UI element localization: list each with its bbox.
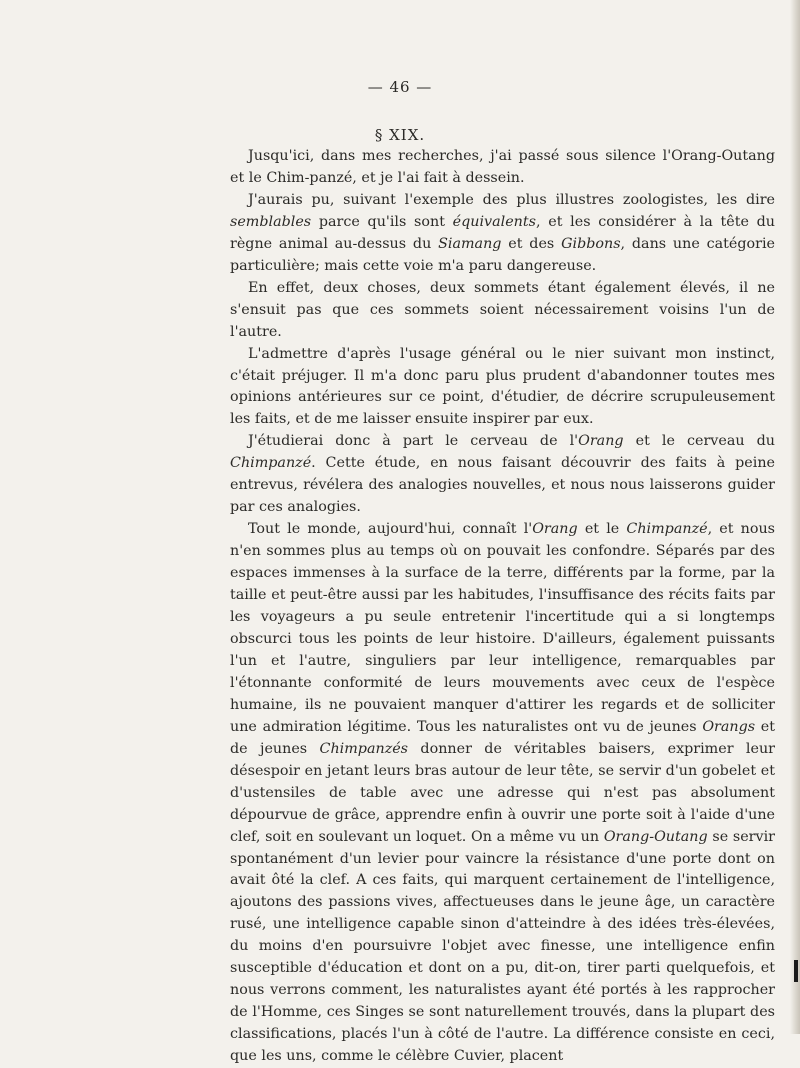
text-run: J'aurais pu, suivant l'exemple des plus illustres zoologistes, les dire <box>248 191 775 208</box>
italic-term: semblables <box>230 213 312 230</box>
page-edge-shadow <box>790 0 800 1034</box>
italic-term: Orangs <box>702 718 756 735</box>
body-text <box>230 146 775 1068</box>
text-run: et de jeunes <box>230 718 775 757</box>
italic-term: Orang <box>578 433 624 450</box>
italic-term: Siamang <box>438 235 502 252</box>
paragraph <box>230 190 775 278</box>
text-run: Jusqu'ici, dans mes recherches, j'ai passé sous silence l'Orang-Outang et le Chim-panzé, et je l'ai fait à dessein. <box>230 148 775 186</box>
text-run: se servir spontanément d'un levier pour vaincre la résistance d'une porte dont on avait ôté la clef. A ces faits, qui marquent certainement de l'intelligence, ajoutons des passions vives, affectueuses dans le jeune âge, un caractère rusé, une intelligence capable sinon d'atteindre à des idées très-élevées, du moins d'en poursuivre l'objet avec finesse, une intelligence enfin susceptible d'éducation et dont on a pu, dit-on, tirer parti quelquefois, et nous verrons comment, les naturalistes ayant été portés à les rapprocher de l'Homme, ces Singes se sont naturellement trouvés, dans la plupart des classifications, placés l'un à côté de l'autre. La différence consiste en ceci, que les uns, comme le célèbre Cuvier, placent <box>230 828 775 1065</box>
scan-mark <box>794 960 798 982</box>
italic-term: Chimpanzé <box>626 521 708 538</box>
italic-term: Orang <box>532 521 578 538</box>
italic-term: équivalents <box>452 213 536 230</box>
italic-term: Chimpanzés <box>319 740 409 757</box>
text-run: . Cette étude, en nous faisant découvrir des faits à peine entrevus, révélera des analogies nouvelles, et nous nous laisserons guider par ces analogies. <box>230 455 775 516</box>
text-run: et des <box>501 235 562 252</box>
paragraph <box>230 146 775 190</box>
text-run: donner de véritables baisers, exprimer leur désespoir en jetant leurs bras autour de leur tête, se servir d'un gobelet et d'ustensiles de table avec une adresse qui n'est pas absolument dépourvue de grâce, apprendre enfin à ouvrir une porte soit à l'aide d'une clef, soit en soulevant un loquet. On a même vu un <box>230 740 776 845</box>
text-run: Tout le monde, aujourd'hui, connaît l' <box>248 521 533 538</box>
text-run: parce qu'ils sont <box>311 213 453 230</box>
text-run: L'admettre d'après l'usage général ou le nier suivant mon instinct, c'était préjuger. Il m'a donc paru plus prudent d'abandonner toutes mes opinions antérieures sur ce point, d'étudier, de décrire scrupuleusement les faits, et de me laisser ensuite inspirer par eux. <box>230 345 775 428</box>
italic-term: Chimpanzé <box>230 455 312 472</box>
text-run: J'étudierai donc à part le cerveau de l' <box>248 433 579 450</box>
italic-term: Orang-Outang <box>603 828 708 845</box>
text-run: , et nous n'en sommes plus au temps où on pouvait les confondre. Séparés par des espaces immenses à la surface de la terre, différents par la forme, par la taille et peut-être aussi par les habitudes, l'insuffisance des récits faits par les voyageurs a pu seule entretenir l'incertitude qui a si longtemps obscurci tous les points de leur histoire. D'ailleurs, également puissants l'un et l'autre, singuliers par leur intelligence, remarquables par l'étonnante conformité de leurs mouvements avec ceux de l'espèce humaine, ils ne pouvaient manquer d'attirer les regards et de solliciter une admiration légitime. Tous les naturalistes ont vu de jeunes <box>230 521 776 735</box>
italic-term: Gibbons <box>561 235 621 252</box>
text-run: , dans une catégorie particulière; mais cette voie m'a paru dangereuse. <box>230 235 775 274</box>
paragraph <box>230 344 775 432</box>
text-run: En effet, deux choses, deux sommets étant également élevés, il ne s'ensuit pas que ces sommets soient nécessairement voisins l'un de l'autre. <box>230 279 775 340</box>
text-run: , et les considérer à la tête du règne animal au-dessus du <box>230 213 775 252</box>
text-run: et le <box>577 521 627 538</box>
page-number: — 46 — <box>367 78 433 96</box>
paragraph <box>230 519 775 1068</box>
section-heading: § XIX. <box>374 126 426 144</box>
paragraph <box>230 431 775 519</box>
text-run: et le cerveau du <box>623 433 775 450</box>
paragraph <box>230 278 775 344</box>
